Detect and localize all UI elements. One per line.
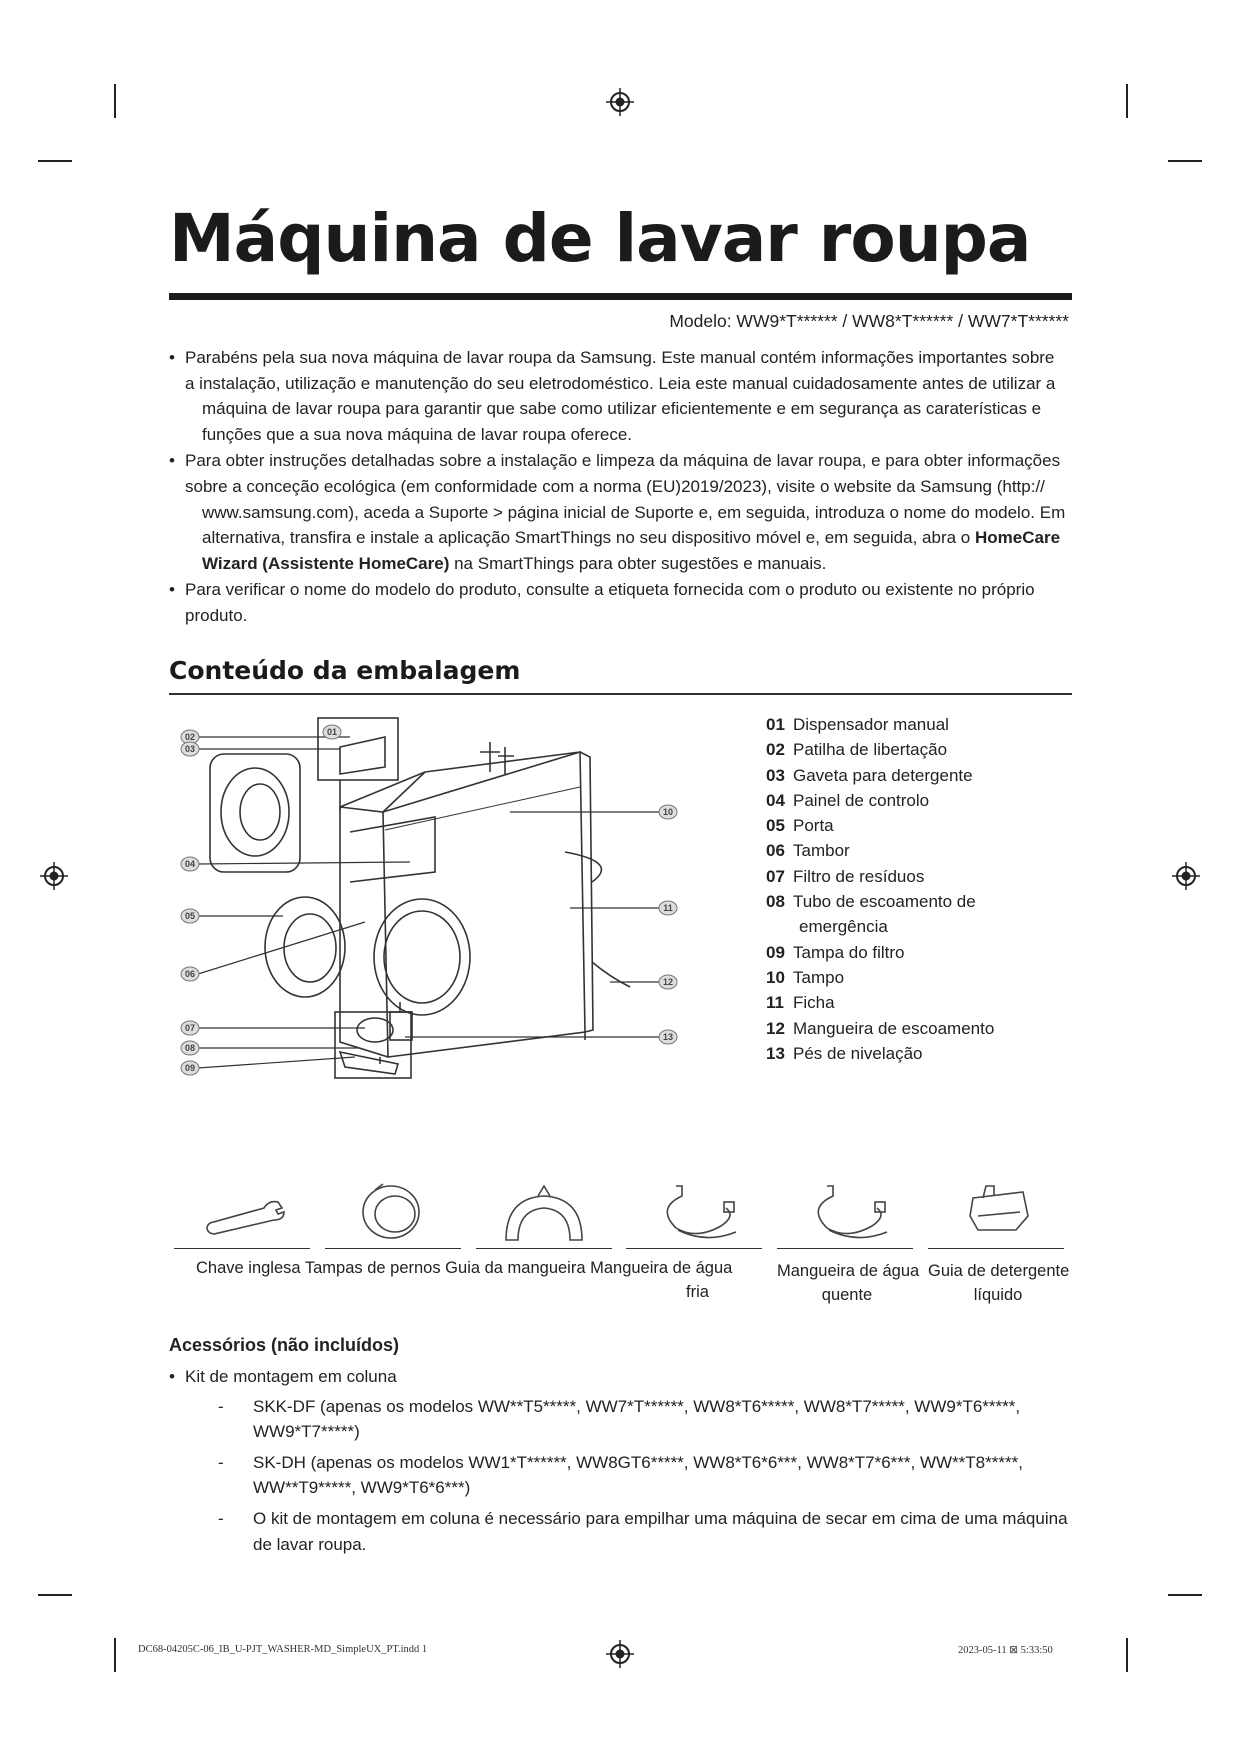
detergent-guide-icon	[928, 1178, 1064, 1249]
detergent-guide-label: Guia de detergente líquido	[928, 1262, 1070, 1304]
callout-09	[181, 1061, 199, 1075]
section-title: Conteúdo da embalagem	[169, 656, 521, 685]
list-item: - SK-DH (apenas os modelos WW1*T******, WW8GT6*****, WW8*T6*6***, WW8*T7*6***, WW**T8*****, WW**T9*****, WW9*T6*6***)	[218, 1452, 1023, 1498]
list-item: 13 Pés de nivelação	[766, 1043, 923, 1063]
list-item: 09 Tampa do filtro	[766, 942, 905, 962]
registration-mark-icon	[606, 1640, 634, 1668]
callout-08	[181, 1041, 199, 1055]
crop-mark	[1168, 1594, 1202, 1596]
list-item: 05 Porta	[766, 816, 834, 836]
crop-mark	[1168, 160, 1202, 162]
title-rule	[169, 293, 1072, 300]
section-rule	[169, 693, 1072, 695]
registration-mark-icon	[40, 862, 68, 890]
list-item-continuation: emergência	[799, 917, 888, 937]
callout-04	[181, 857, 199, 871]
list-item: 07 Filtro de resíduos	[766, 866, 925, 886]
svg-text:08: 08	[184, 1043, 196, 1053]
model-line: Modelo: WW9*T****** / WW8*T****** / WW7*T******	[669, 311, 1069, 331]
list-item: 11 Ficha	[766, 993, 835, 1013]
svg-text:03: 03	[184, 744, 196, 754]
footer-file-name: DC68-04205C-06_IB_U-PJT_WASHER-MD_SimpleUX_PT.indd 1	[138, 1644, 428, 1655]
footer-timestamp: 2023-05-11 ⊠ 5:33:50	[958, 1645, 1053, 1656]
hot-hose-label: Mangueira de água quente	[777, 1262, 920, 1304]
callout-12	[659, 975, 677, 989]
list-item: 12 Mangueira de escoamento	[766, 1018, 995, 1038]
list-item: • Parabéns pela sua nova máquina de lavar roupa da Samsung. Este manual contém informações importantes sobre a instalação, utilização e manutenção do seu eletrodoméstico. Leia este manual cuidadosamente antes de utilizar a máquina de lavar roupa para garantir que sabe como utilizar eficientemente e em segurança as caraterísticas e funções que a sua nova máquina de lavar roupa oferece.	[169, 348, 1056, 444]
registration-mark-icon	[1172, 862, 1200, 890]
crop-mark	[114, 84, 116, 118]
svg-text:09: 09	[184, 1063, 196, 1073]
accessories-not-included-title: Acessórios (não incluídos)	[169, 1335, 400, 1355]
svg-text:07: 07	[184, 1023, 196, 1033]
crop-mark	[114, 1638, 116, 1672]
crop-mark	[1126, 84, 1128, 118]
accessories-row	[174, 1178, 1066, 1248]
crop-mark	[38, 160, 72, 162]
list-item: • Para obter instruções detalhadas sobre a instalação e limpeza da máquina de lavar roupa, e para obter informações sobre a conceção ecológica (em conformidade com a norma (EU)2019/2023), visite o website da Samsung (http:// www.samsung.com), aceda a Suporte > página inicial de Suporte e, em seguida, introduza o nome do modelo. Em alternativa, transfira e instale a aplicação SmartThings no seu dispositivo móvel e, em seguida, abra o HomeCare Wizard (Assistente HomeCare) na SmartThings para obter sugestões e manuais.	[169, 451, 1066, 573]
accessories-list	[169, 1364, 1069, 1562]
list-item: - O kit de montagem em coluna é necessário para empilhar uma máquina de secar em cima de uma máquina de lavar roupa.	[218, 1508, 1068, 1554]
svg-text:06: 06	[184, 969, 196, 979]
list-item: • Kit de montagem em coluna - SKK-DF (apenas os modelos WW**T5*****, WW7*T******, WW8*T6*****, WW8*T7*****, WW9*T6*****, WW9*T7*****) - SK-DH (apenas os modelos WW1*T******, WW8GT6*****, WW8*T6*6***, WW8*T7*6***, WW**T8*****, WW**T9*****, WW9*T6*6***) - O kit de montagem em coluna é necessário para empilhar uma máquina de secar em cima de uma máquina de lavar roupa.	[169, 1364, 1069, 1557]
svg-text:04: 04	[184, 859, 196, 869]
list-item: 10 Tampo	[766, 967, 845, 987]
parts-list	[766, 712, 994, 1066]
wrench-icon	[174, 1178, 310, 1249]
list-item: 01 Dispensador manual	[766, 715, 949, 734]
intro-list	[169, 345, 1069, 630]
list-item: - SKK-DF (apenas os modelos WW**T5*****, WW7*T******, WW8*T6*****, WW8*T7*****, WW9*T6*****, WW9*T7*****)	[218, 1396, 1021, 1442]
accessories-label-line: Chave inglesa Tampas de pernos Guia da mangueira Mangueira de água	[196, 1259, 733, 1277]
svg-text:11: 11	[663, 903, 673, 913]
page-title: Máquina de lavar roupa	[169, 200, 1031, 277]
callout-03	[181, 742, 199, 756]
callout-10	[659, 805, 677, 819]
callout-13	[659, 1030, 677, 1044]
callout-05	[181, 909, 199, 923]
list-item: 04 Painel de controlo	[766, 790, 930, 810]
washer-diagram	[184, 712, 710, 1132]
svg-text:10: 10	[662, 807, 674, 817]
list-item: 08 Tubo de escoamento de	[766, 892, 976, 912]
list-item: 02 Patilha de libertação	[766, 740, 948, 760]
callout-01	[323, 725, 341, 739]
svg-text:02: 02	[184, 732, 196, 742]
accessories-label-line: fria	[686, 1283, 709, 1301]
bolt-cap-icon	[325, 1178, 461, 1249]
svg-text:05: 05	[184, 911, 196, 921]
cold-hose-icon	[626, 1178, 762, 1249]
callout-11	[659, 901, 677, 915]
crop-mark	[1126, 1638, 1128, 1672]
hose-guide-icon	[476, 1178, 612, 1249]
svg-text:13: 13	[662, 1032, 674, 1042]
list-item: 06 Tambor	[766, 841, 850, 861]
registration-mark-icon	[606, 88, 634, 116]
callout-07	[181, 1021, 199, 1035]
hot-hose-icon	[777, 1178, 913, 1249]
list-item: 03 Gaveta para detergente	[766, 765, 973, 785]
callout-06	[181, 967, 199, 981]
svg-text:12: 12	[662, 977, 674, 987]
list-item: • Para verificar o nome do modelo do produto, consulte a etiqueta fornecida com o produto ou existente no próprio produto.	[169, 580, 1035, 625]
svg-text:01: 01	[326, 727, 338, 737]
crop-mark	[38, 1594, 72, 1596]
